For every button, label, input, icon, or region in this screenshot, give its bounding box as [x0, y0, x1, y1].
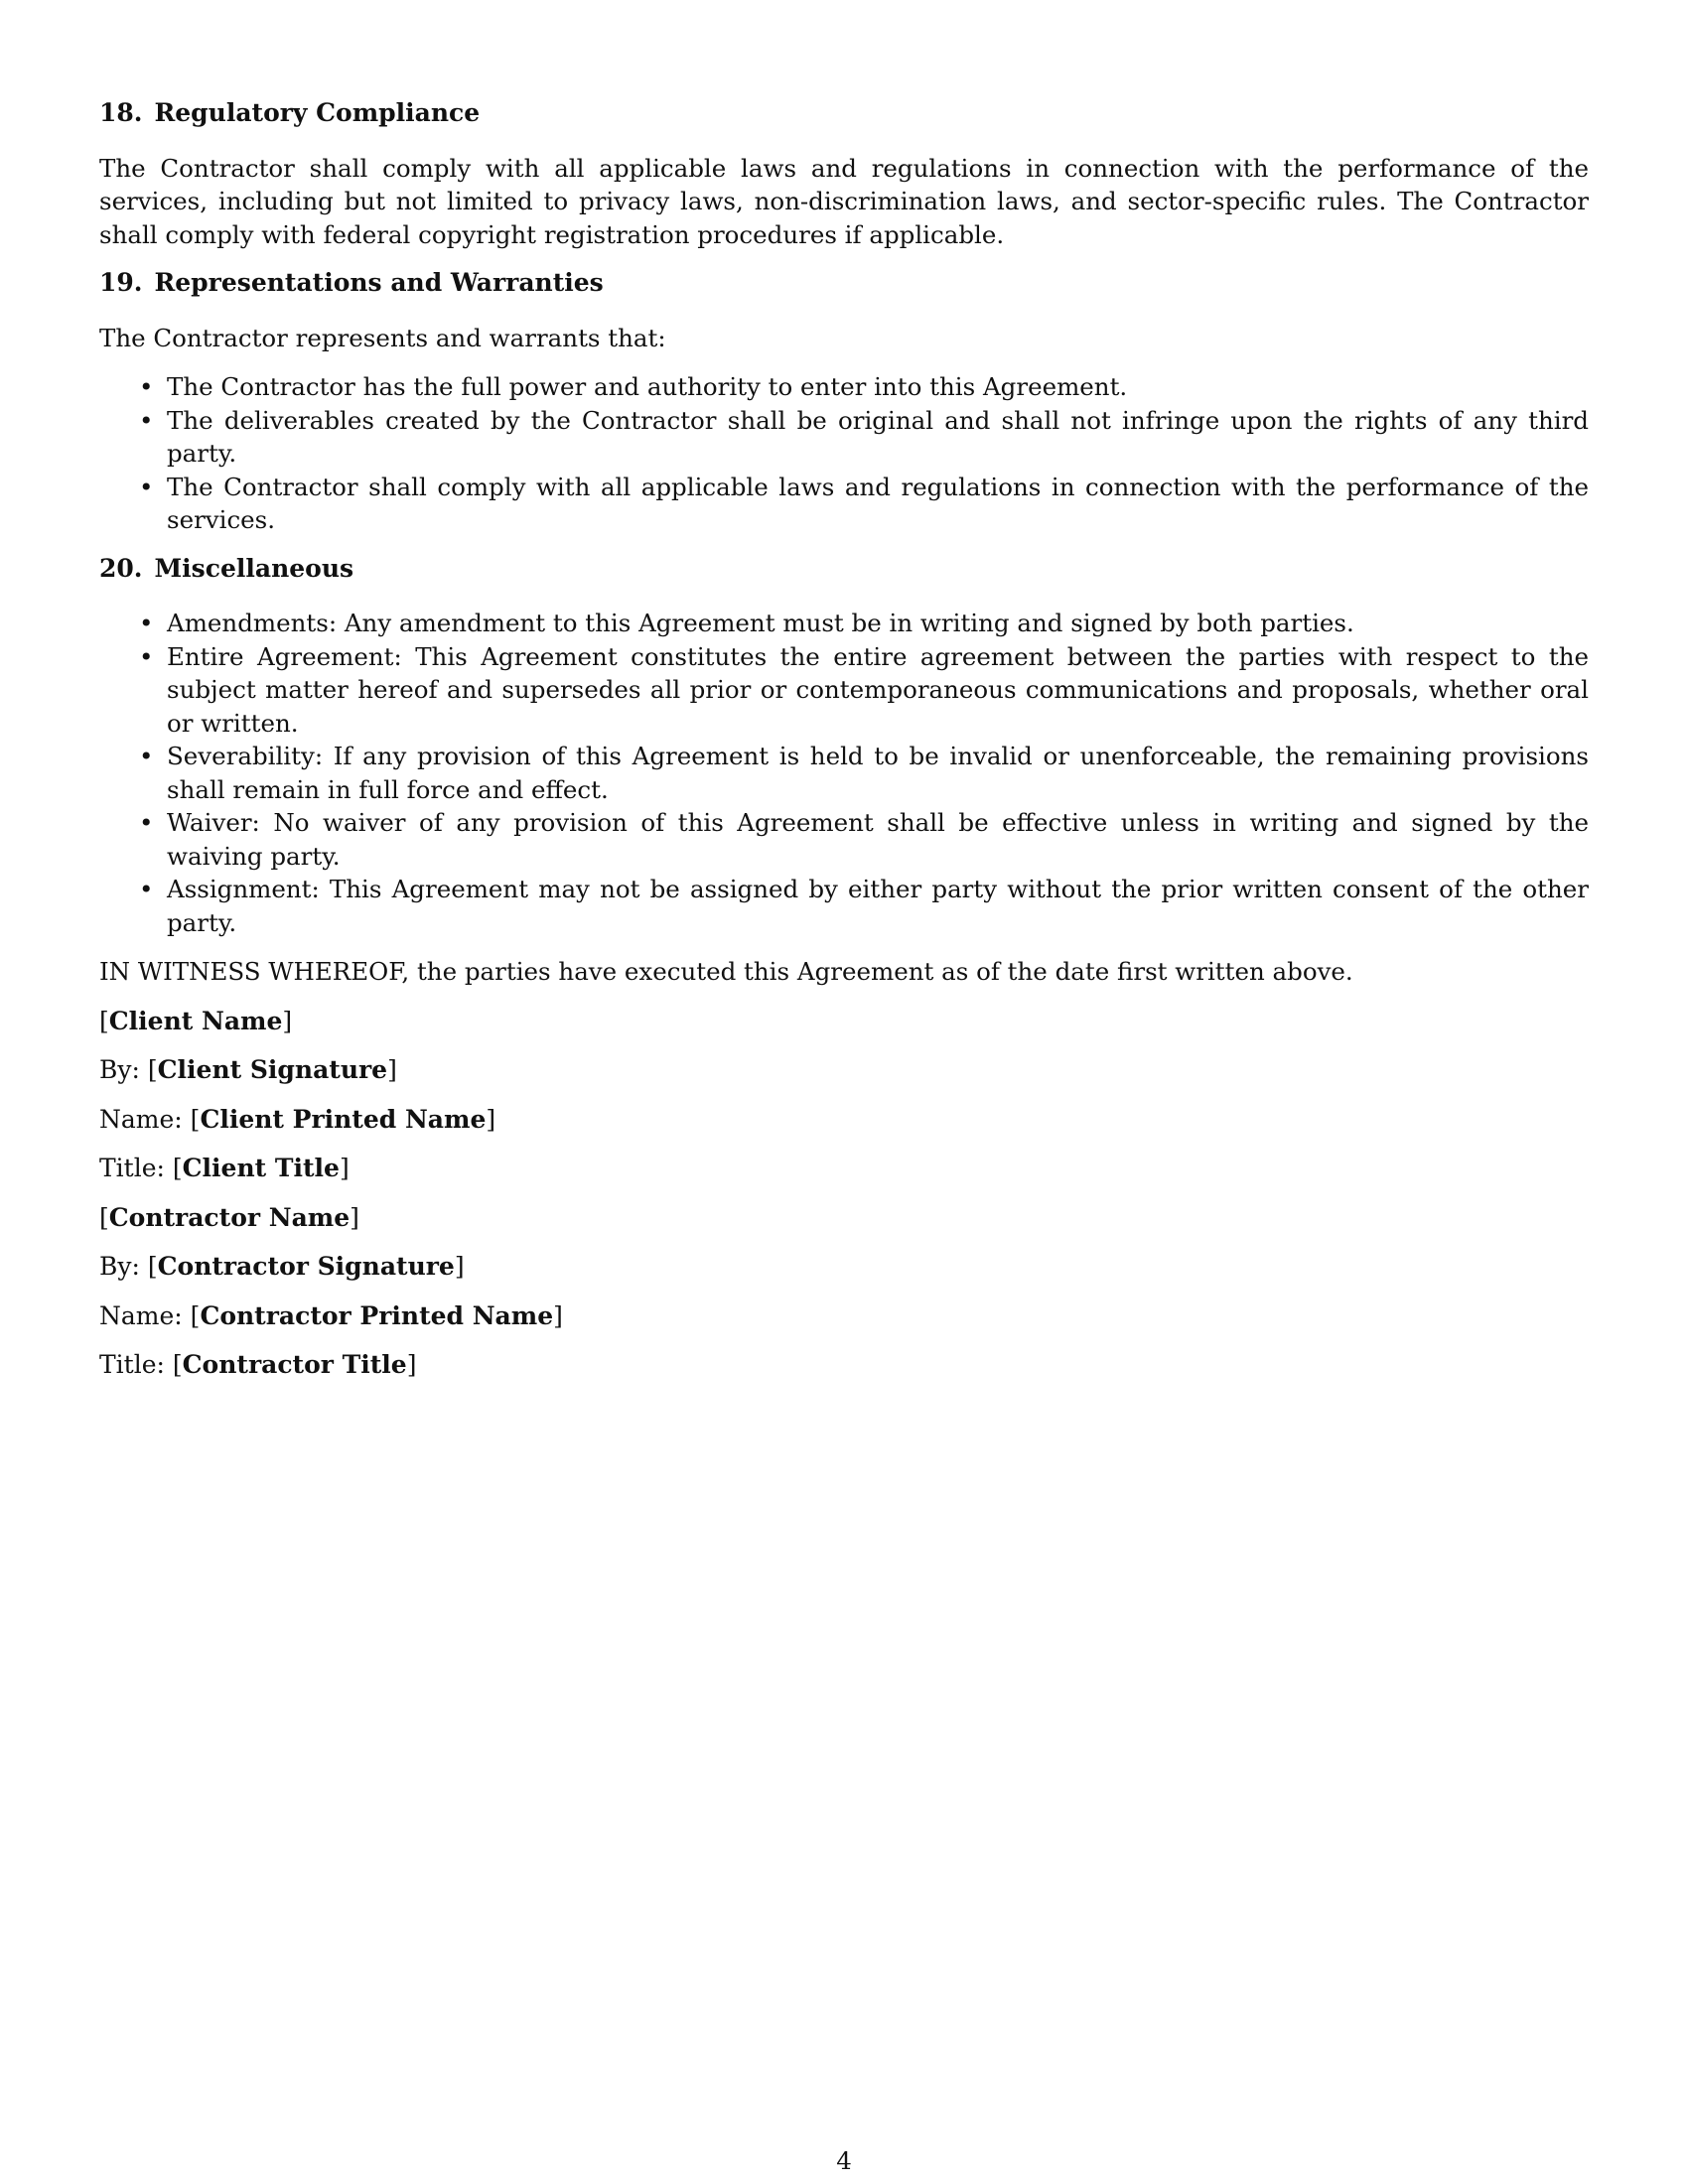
list-item	[99, 404, 1589, 471]
by-label: By:	[99, 1055, 140, 1084]
contractor-title: Contractor Title	[182, 1350, 407, 1379]
client-printed-name: Client Printed Name	[200, 1104, 487, 1134]
list-item	[99, 806, 1589, 873]
title-label: Title:	[99, 1154, 165, 1182]
open-bracket: [	[172, 1350, 183, 1379]
section-19-heading	[99, 267, 1589, 300]
close-bracket: ]	[339, 1154, 350, 1182]
contractor-name: Contractor Name	[108, 1202, 351, 1232]
client-name-line	[99, 1005, 1589, 1038]
close-bracket: ]	[387, 1055, 397, 1084]
section-18-heading	[99, 97, 1589, 130]
bullet-icon: •	[139, 372, 154, 401]
list-item	[99, 370, 1589, 404]
list-item	[99, 873, 1589, 939]
list-item-text: Entire Agreement: This Agreement constitutes the entire agreement between the parties with respect to the subject matter hereof and supersedes all prior or contemporaneous communications and proposals, whether oral or written.	[167, 641, 1589, 738]
open-bracket: [	[190, 1300, 201, 1330]
client-title: Client Title	[182, 1154, 340, 1182]
section-19-bullet-list	[99, 370, 1589, 537]
list-item	[99, 607, 1589, 640]
open-bracket: [	[99, 1006, 109, 1035]
section-19-intro: The Contractor represents and warrants that:	[99, 323, 666, 352]
open-bracket: [	[99, 1202, 109, 1232]
list-item	[99, 471, 1589, 537]
bullet-icon: •	[139, 875, 154, 903]
section-number: 20.	[99, 553, 143, 583]
bullet-icon: •	[139, 742, 154, 770]
section-number: 18.	[99, 98, 143, 127]
open-bracket: [	[147, 1252, 158, 1281]
contractor-name-line	[99, 1201, 1589, 1235]
section-20-bullet-list	[99, 607, 1589, 939]
contractor-signature-line	[99, 1250, 1589, 1284]
close-bracket: ]	[553, 1300, 563, 1330]
bullet-icon: •	[139, 808, 154, 837]
close-bracket: ]	[486, 1104, 496, 1134]
name-label: Name:	[99, 1104, 183, 1134]
client-name: Client Name	[108, 1006, 283, 1035]
contractor-printed-name: Contractor Printed Name	[200, 1300, 554, 1330]
open-bracket: [	[190, 1104, 201, 1134]
list-item-text: Assignment: This Agreement may not be assigned by either party without the prior written consent of the other party.	[167, 875, 1589, 937]
section-18-paragraph: The Contractor shall comply with all applicable laws and regulations in connection with the performance of the services, including but not limited to privacy laws, non-discrimination laws, and sector-specific rules. The Contractor shall comply with federal copyright registration procedures if applicable.	[99, 153, 1589, 249]
bullet-icon: •	[139, 609, 154, 637]
open-bracket: [	[147, 1055, 158, 1084]
section-20-heading	[99, 553, 1589, 586]
by-label: By:	[99, 1252, 140, 1281]
close-bracket: ]	[454, 1252, 465, 1281]
section-title: Regulatory Compliance	[154, 98, 481, 127]
name-label: Name:	[99, 1300, 183, 1330]
witness-statement: IN WITNESS WHEREOF, the parties have executed this Agreement as of the date first written above.	[99, 957, 1353, 986]
client-signature: Client Signature	[157, 1055, 388, 1084]
section-title: Representations and Warranties	[154, 268, 604, 297]
bullet-icon: •	[139, 405, 154, 435]
client-title-line	[99, 1152, 1589, 1185]
list-item-text: The Contractor shall comply with all applicable laws and regulations in connection with the performance of the services.	[167, 472, 1589, 534]
client-printed-name-line	[99, 1103, 1589, 1137]
contractor-signature: Contractor Signature	[157, 1252, 455, 1281]
section-number: 19.	[99, 268, 143, 297]
client-signature-line	[99, 1053, 1589, 1087]
list-item-text: Waiver: No waiver of any provision of this Agreement shall be effective unless in writing and signed by the waiving party.	[167, 808, 1589, 871]
close-bracket: ]	[282, 1006, 293, 1035]
close-bracket: ]	[350, 1202, 359, 1232]
close-bracket: ]	[406, 1350, 417, 1379]
title-label: Title:	[99, 1350, 165, 1379]
contractor-printed-name-line	[99, 1299, 1589, 1333]
bullet-icon: •	[139, 472, 154, 501]
document-page	[99, 97, 1589, 1398]
section-title: Miscellaneous	[154, 553, 354, 583]
list-item-text: The Contractor has the full power and authority to enter into this Agreement.	[167, 372, 1128, 401]
bullet-icon: •	[139, 641, 154, 671]
list-item	[99, 640, 1589, 741]
list-item-text: The deliverables created by the Contractor shall be original and shall not infringe upon the rights of any third party.	[167, 405, 1589, 468]
list-item-text: Amendments: Any amendment to this Agreement must be in writing and signed by both parties.	[167, 609, 1354, 637]
list-item	[99, 740, 1589, 806]
list-item-text: Severability: If any provision of this Agreement is held to be invalid or unenforceable, the remaining provisions shall remain in full force and effect.	[167, 742, 1589, 804]
open-bracket: [	[172, 1154, 183, 1182]
page-number: 4	[836, 2146, 852, 2175]
contractor-title-line	[99, 1348, 1589, 1382]
